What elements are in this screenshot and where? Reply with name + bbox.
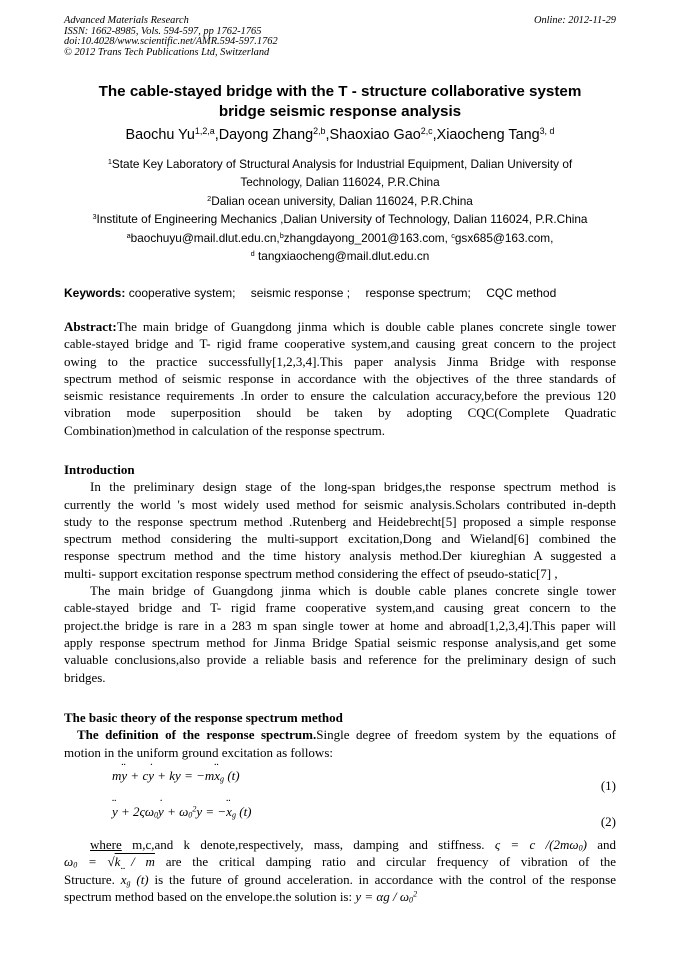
email-line-2	[64, 247, 616, 265]
abstract-label: Abstract:	[64, 319, 117, 334]
section-heading: The basic theory of the response spectrum method	[64, 710, 343, 725]
theory-section	[64, 709, 616, 761]
theory-text: m,c,and k denote,respectively, mass, damping and stiffness.	[132, 837, 485, 852]
abstract-line: Combination)method in calculation of the response spectrum.	[64, 422, 385, 438]
intro-line: project.the bridge is rare in a 283 m span single tower at home and abroad[1,2,3,4].This paper will	[64, 617, 616, 633]
affiliation-1	[64, 155, 616, 173]
intro-line: bridges.	[64, 669, 106, 685]
theory-text: are the critical damping ratio and circular frequency of vibration of the	[165, 854, 617, 870]
copyright-line: © 2012 Trans Tech Publications Ltd, Switzerland	[64, 46, 270, 58]
keyword-item: CQC method	[486, 286, 557, 300]
author-name: Shaoxiao Gao	[329, 127, 421, 143]
email-link[interactable]: tangxiaocheng@mail.dlut.edu.cn	[258, 249, 430, 264]
email-link[interactable]: baochuyu@mail.dlut.edu.cn,	[130, 230, 280, 245]
author-name: Dayong Zhang	[218, 127, 314, 143]
affiliation-text: State Key Laboratory of Structural Analysis for Industrial Equipment, Dalian University of	[111, 157, 573, 171]
abstract-line: owing to the practice successfully[1,2,3,4].This paper analysis Jinma Bridge with response	[64, 353, 616, 369]
journal-header	[64, 16, 616, 58]
abstract-line	[64, 318, 616, 335]
author-separator: ,	[325, 127, 330, 143]
affiliation-2	[64, 192, 616, 210]
author-name: Baochu Yu	[125, 127, 195, 143]
section-heading: Introduction	[64, 462, 135, 477]
affiliation-text: Dalian ocean university, Dalian 116024, P.R.China	[211, 193, 473, 208]
intro-line: study to the response spectrum method .Rutenberg and Heidebrecht[5] proposed a simple response	[64, 513, 616, 529]
intro-line: In the preliminary design stage of the long-span bridges,the response spectrum method is	[90, 479, 616, 495]
affiliation-sup: 1	[107, 156, 112, 166]
affiliation-3	[64, 210, 616, 228]
author-separator: ,	[214, 127, 219, 143]
abstract-text: The main bridge of Guangdong jinma which is double cable planes concrete single tower	[116, 319, 616, 334]
theory-line: motion in the uniform ground excitation as follows:	[64, 744, 333, 760]
issn-line: ISSN: 1662-8985, Vols. 594-597, pp 1762-1765	[64, 25, 262, 37]
equation-number: (2)	[600, 814, 616, 829]
affiliation-1-cont: Technology, Dalian 116024, P.R.China	[240, 175, 440, 190]
email-link[interactable]: zhangdayong_2001@163.com,	[283, 230, 448, 245]
author-sup: 2,c	[420, 126, 433, 137]
intro-line: multi- support excitation response spectrum method considering the effect of pseudo-static[7] ,	[64, 565, 558, 581]
theory-line	[64, 853, 616, 870]
author-sup: 2,b	[313, 126, 326, 137]
theory-text: is the future of ground acceleration. in accordance with the control of the response	[154, 871, 616, 887]
title-line-1: The cable-stayed bridge with the T - structure collaborative system	[98, 83, 582, 100]
equation-number: (1)	[600, 778, 616, 793]
email-sup: c	[451, 230, 455, 240]
author-list	[64, 126, 616, 144]
online-date: Online: 2012-11-29	[533, 15, 616, 26]
intro-line: currently the world 's most widely used method for seismic analysis.Scholars contributed in-depth	[64, 496, 616, 512]
author-sup: 3, d	[539, 126, 555, 137]
affiliation-sup: 2	[207, 193, 212, 203]
email-sup: b	[279, 230, 284, 240]
theory-line	[64, 726, 616, 743]
affiliation-text: Institute of Engineering Mechanics ,Dalian University of Technology, Dalian 116024, P.R.China	[96, 212, 588, 227]
theory-line	[64, 888, 616, 905]
intro-line: valuable conclusions,also provide a reliable basis and reference for the preliminary design of such	[64, 652, 616, 668]
keyword-item: seismic response ;	[250, 286, 351, 300]
keyword-item: cooperative system;	[128, 286, 236, 300]
theory-text: Structure.	[64, 871, 115, 887]
ground-acceleration-symbol: ¨ $x_g$ (t)	[121, 872, 149, 887]
abstract-line: seismic resistance requirements .In order to ensure the calculation accuracy,before the previous 120	[64, 388, 616, 404]
affiliation-sup: 3	[92, 212, 97, 222]
theory-text: and	[597, 837, 617, 852]
subsection-heading: The definition of the response spectrum.	[77, 727, 317, 743]
theory-text: Single degree of freedom system by the equations of	[316, 727, 616, 743]
theory-line	[64, 871, 616, 888]
email-sup: d	[250, 249, 255, 259]
abstract-line: cable-stayed bridge and T- rigid frame cooperative system,and causing great concern to the project	[64, 336, 616, 352]
affiliations	[64, 155, 616, 265]
doi-line[interactable]: doi:10.4028/www.scientific.net/AMR.594-597.1762	[64, 36, 278, 48]
paper-title	[64, 82, 616, 122]
email-sup: a	[126, 230, 131, 240]
where-word: where	[90, 837, 122, 852]
solution-formula: $y = \alpha g / \omega_0^2$	[355, 888, 418, 905]
intro-line: cable-stayed bridge and T- rigid frame cooperative system,and causing great concern to the	[64, 600, 616, 616]
equation-2	[64, 804, 616, 828]
keywords-label: Keywords:	[64, 286, 126, 300]
journal-name: Advanced Materials Research	[64, 15, 189, 26]
equation-1	[64, 768, 616, 792]
keywords	[64, 285, 616, 301]
equation-1-expression: m¨ y + c˙ y + ky = −m¨ $x_g$ (t)	[112, 768, 240, 784]
intro-line: apply response spectrum method for Jinma Bridge Spatial seismic response analysis,and get some	[64, 634, 616, 650]
frequency-formula: $\omega_0 = √k / m$	[64, 854, 155, 870]
abstract-line: vibration mode superposition should be taken by adopting CQC(Complete Quadratic	[64, 405, 616, 421]
intro-line: The main bridge of Guangdong jinma which is double cable planes concrete single tower	[90, 583, 616, 599]
introduction	[64, 461, 616, 686]
damping-ratio-formula: ς = c $/(2m\omega_0)$	[494, 837, 587, 853]
theory-line	[64, 836, 616, 853]
abstract	[64, 318, 616, 439]
theory-continued	[64, 836, 616, 905]
intro-line: response spectrum method and the time history analysis method.Der kiureghian A suggested a	[64, 548, 616, 564]
author-separator: ,	[432, 127, 437, 143]
author-sup: 1,2,a	[194, 126, 215, 137]
theory-text: spectrum method based on the envelope.the solution is:	[64, 888, 353, 904]
intro-line: spectrum method considering the multi-support excitation,Dong and Wieland[6] combined the	[64, 531, 616, 547]
keyword-item: response spectrum;	[365, 286, 471, 300]
equation-2-expression: ¨ $y + 2\varsigma\omega_0˙$ $y + \omega_0^2y$ = −¨ $x_g$ (t)	[112, 804, 252, 820]
email-link[interactable]: gsx685@163.com,	[454, 230, 554, 245]
abstract-line: spectrum method of seismic response in accordance with the objectives of the three standards of	[64, 370, 616, 386]
email-line-1	[64, 229, 616, 247]
title-line-2: bridge seismic response analysis	[218, 103, 462, 120]
author-name: Xiaocheng Tang	[436, 127, 540, 143]
